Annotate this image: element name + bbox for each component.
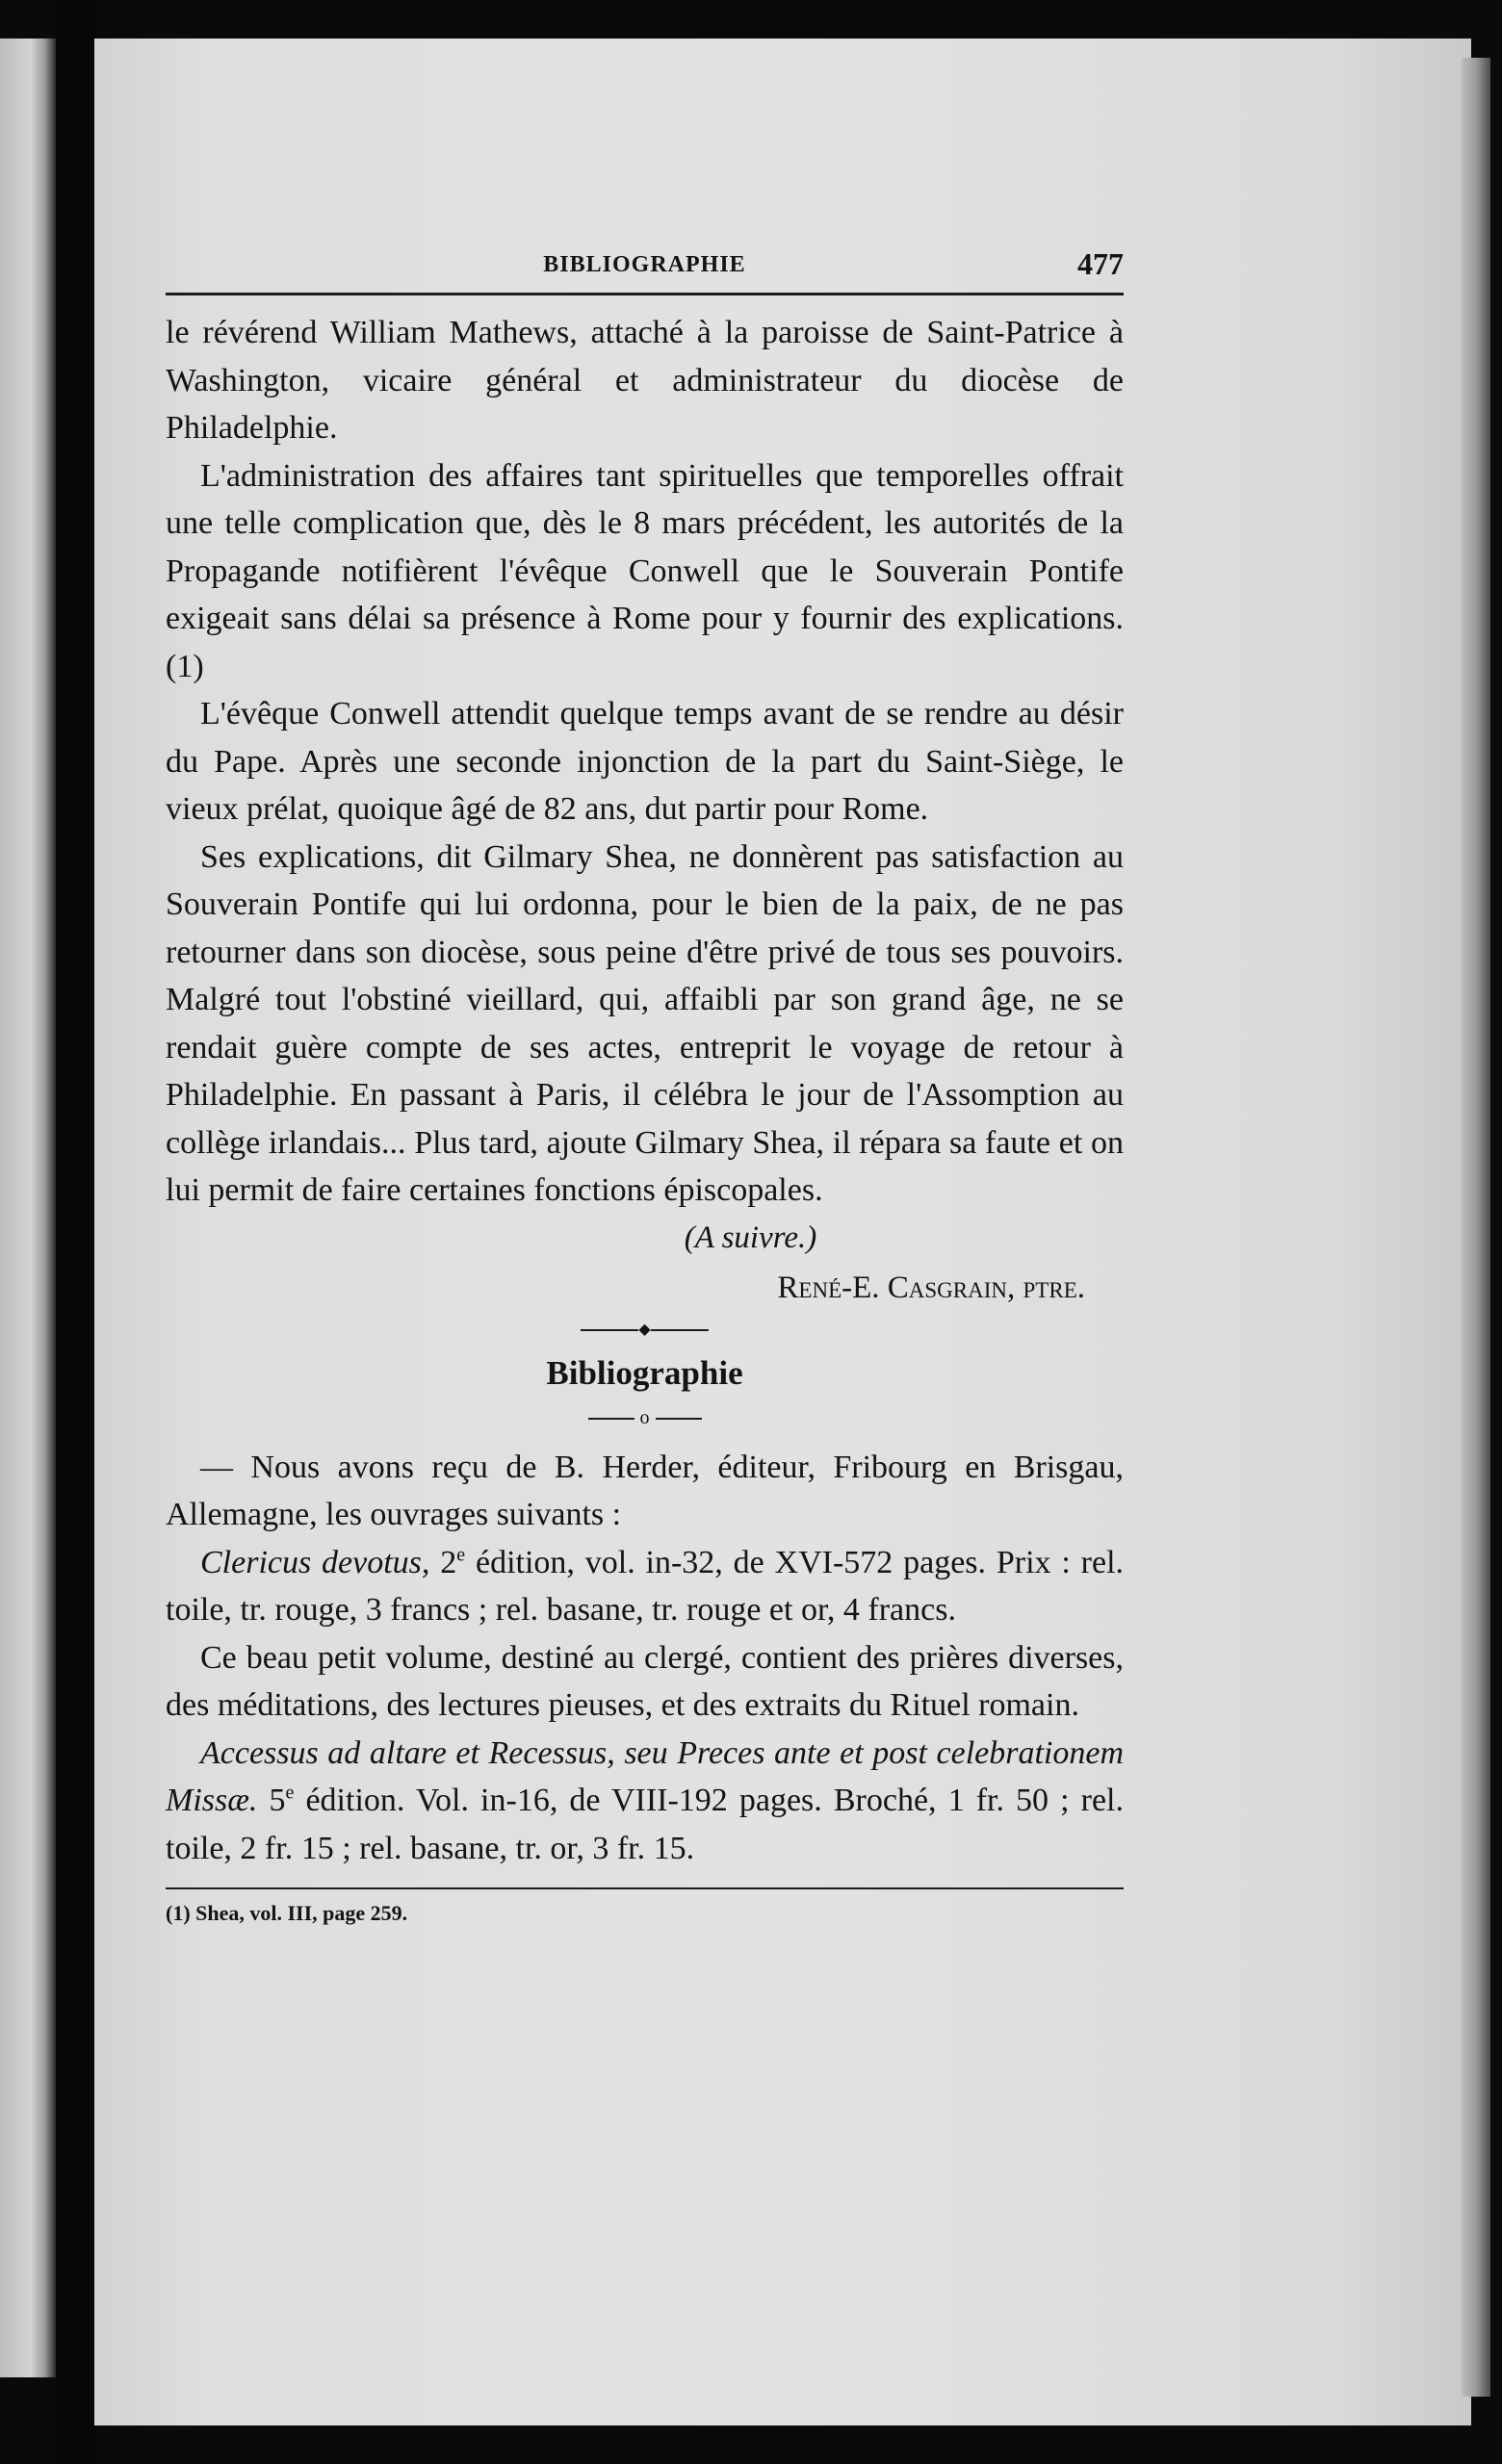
- small-ornament-mark: o: [639, 1406, 650, 1428]
- left-page-edge: [0, 38, 56, 2377]
- item2-rest: édition. Vol. in-16, de VIII-192 pages. Broché, 1 fr. 50 ; rel. toile, 2 fr. 15 ; rel. basane, tr. or, 3 fr. 15.: [166, 1783, 1124, 1866]
- bibliography-item-1: [166, 1539, 1124, 1634]
- right-page-edge: [1462, 58, 1490, 2397]
- ornament-dot-icon: ◆: [638, 1321, 651, 1338]
- ornament-line-right: [651, 1329, 709, 1331]
- item2-title: Accessus ad altare et Recessus, seu Preces ante et post celebrationem Missæ.: [166, 1734, 1124, 1818]
- signature-text: René-E. Casgrain, ptre.: [777, 1270, 1085, 1305]
- paragraph-explications: Ses explications, dit Gilmary Shea, ne donnèrent pas satisfaction au Souverain Pontife qui lui ordonna, pour le bien de la paix, de ne pas retourner dans son diocèse, sous peine d'être privé de tous ses pouvoirs. Malgré tout l'obstiné vieillard, qui, affaibli par son grand âge, ne se rendait guère compte de ses actes, entreprit le voyage de retour à Philadelphie. En passant à Paris, il célébra le jour de l'Assomption au collège irlandais... Plus tard, ajoute Gilmary Shea, il répara sa faute et on lui permit de faire certaines fonctions épiscopales.: [166, 838, 1124, 1208]
- item1-title: Clericus devotus,: [200, 1544, 430, 1580]
- section-title: Bibliographie: [546, 1353, 743, 1392]
- author-signature: [166, 1261, 1124, 1315]
- paragraph-administration: L'administration des affaires tant spirituelles que temporelles offrait une telle complication que, dès le 8 mars précédent, les autorités de la Propagande notifièrent l'évêque Conwell que le Souverain Pontife exigeait sans délai sa présence à Rome pour y fournir des explications. (1): [166, 457, 1124, 684]
- small-ornament-divider: [166, 1401, 1124, 1434]
- item1-rest: édition, vol. in-32, de XVI-572 pages. Prix : rel. toile, tr. rouge, 3 francs ; rel. basane, tr. rouge et or, 4 francs.: [166, 1544, 1125, 1628]
- footnote-rule: [166, 1887, 1124, 1889]
- ornament-line-left: [581, 1329, 638, 1331]
- small-ornament-line-right: [656, 1418, 702, 1420]
- bibliography-intro: — Nous avons reçu de B. Herder, éditeur, Fribourg en Brisgau, Allemagne, les ouvrages suivants :: [166, 1449, 1124, 1532]
- bibliography-item-2: [166, 1730, 1124, 1873]
- text-block: [166, 246, 1125, 1928]
- page-number: 477: [1077, 246, 1124, 281]
- item2-edition-sup: e: [285, 1782, 295, 1804]
- paragraph-conwell: L'évêque Conwell attendit quelque temps avant de se rendre au désir du Pape. Après une seconde injonction de la part du Saint-Siège, le vieux prélat, quoique âgé de 82 ans, dut partir pour Rome.: [166, 696, 1124, 827]
- footnote: (1) Shea, vol. III, page 259.: [166, 1901, 408, 1925]
- to-be-continued-note: (A suivre.): [684, 1219, 817, 1255]
- running-title: BIBLIOGRAPHIE: [543, 252, 746, 277]
- small-ornament-line-left: [588, 1418, 634, 1420]
- head-rule: [166, 293, 1124, 295]
- item1-edition-sup: e: [456, 1544, 466, 1566]
- item1-edition-num: 2: [440, 1544, 457, 1580]
- ornament-divider: [166, 1321, 1124, 1340]
- paragraph-continuation: le révérend William Mathews, attaché à la paroisse de Saint-Patrice à Washington, vicaire général et administrateur du diocèse de Philadelphie.: [166, 315, 1124, 446]
- running-head: [166, 246, 1124, 291]
- book-gutter: [56, 0, 96, 2464]
- bibliography-item-1-description: Ce beau petit volume, destiné au clergé, contient des prières diverses, des méditations, des lectures pieuses, et des extraits du Rituel romain.: [166, 1639, 1124, 1723]
- item2-edition-num: 5: [269, 1783, 286, 1818]
